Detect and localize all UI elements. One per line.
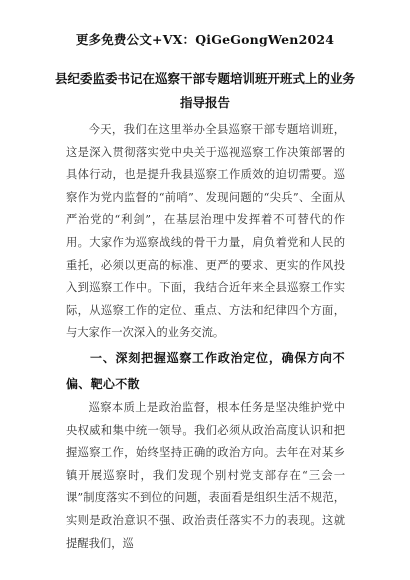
document-body <box>66 119 345 555</box>
section-heading: 一、深刻把握巡察工作政治定位，确保方向不偏、靶心不散 <box>66 350 345 391</box>
intro-paragraph: 今天，我们在这里举办全县巡察干部专题培训班，这是深入贯彻落实党中央关于巡视巡察工作决策部署的具体行动，也是提升我县巡察工作质效的迫切需要。巡察作为党内监督的“前哨”、发现问题的“尖兵”、全面从严治党的“利剑”，在基层治理中发挥着不可替代的作用。大家作为巡察战线的骨干力量，肩负着党和人民的重托，必须以更高的标准、更严的要求、更实的作风投入到巡察工作中。下面，我结合近年来全县巡察工作实际，从巡察工作的定位、重点、方法和纪律四个方面，与大家作一次深入的业务交流。 <box>66 123 345 340</box>
document-title: 县纪委监委书记在巡察干部专题培训班开班式上的业务指导报告 <box>55 71 356 110</box>
page-header: 更多免费公文+VX：QiGeGongWen2024 <box>75 32 335 47</box>
section-paragraph: 巡察本质上是政治监督，根本任务是坚决维护党中央权威和集中统一领导。我们必须从政治高度认识和把握巡察工作，始终坚持正确的政治方向。去年在对某乡镇开展巡察时，我们发现个别村党支部存在“三会一课”制度落实不到位的问题，表面看是组织生活不规范，实则是政治意识不强、政治责任落实不力的表现。这就提醒我们，巡 <box>66 400 345 550</box>
